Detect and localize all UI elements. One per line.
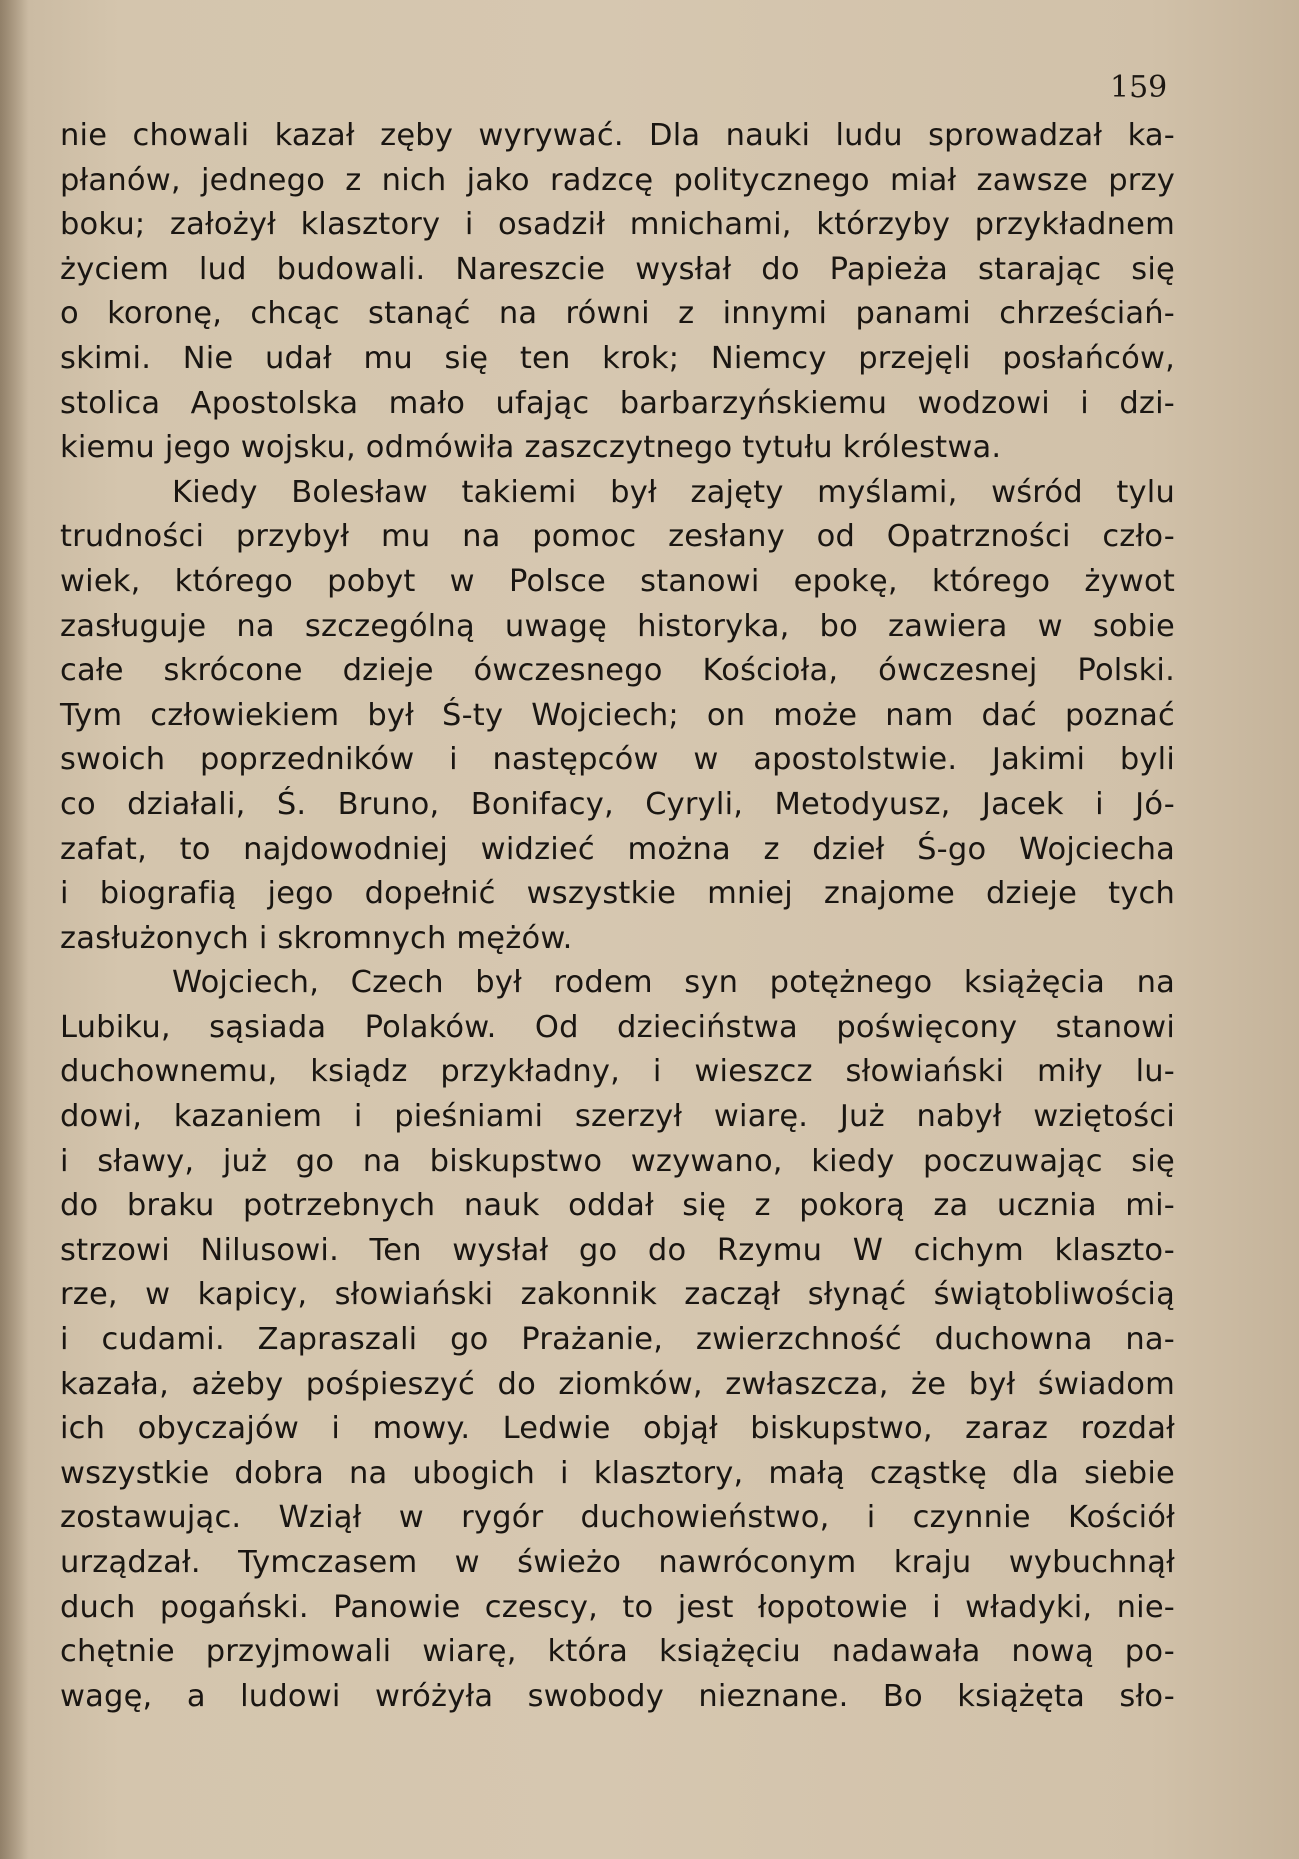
text-line: Lubiku, sąsiada Polaków. Od dzieciństwa poświęcony stanowi xyxy=(60,1009,1175,1045)
text-line: stolica Apostolska mało ufając barbarzyńskiemu wodzowi i dzi- xyxy=(60,385,1175,421)
text-line: Wojciech, Czech był rodem syn potężnego książęcia na xyxy=(172,965,1175,1001)
text-line: urządzał. Tymczasem w świeżo nawróconym kraju wybuchnął xyxy=(60,1545,1175,1580)
body-text xyxy=(60,114,1175,1719)
text-line: dowi, kazaniem i pieśniami szerzył wiarę. Już nabył wziętości xyxy=(60,1099,1175,1135)
text-line: zasługuje na szczególną uwagę historyka, bo zawiera w sobie xyxy=(60,608,1175,644)
text-line: rze, w kapicy, słowiański zakonnik zaczął słynąć świątobliwością xyxy=(60,1277,1175,1313)
text-line: nie chowali kazał zęby wyrywać. Dla nauki ludu sprowadzał ka- xyxy=(60,118,1175,153)
text-line: i sławy, już go na biskupstwo wzywano, kiedy poczuwając się xyxy=(60,1143,1175,1179)
text-line: Tym człowiekiem był Ś-ty Wojciech; on może nam dać poznać xyxy=(60,697,1175,733)
text-line: kazała, ażeby pośpieszyć do ziomków, zwłaszcza, że był świadom xyxy=(60,1366,1175,1402)
text-line: duch pogański. Panowie czescy, to jest łopotowie i władyki, nie- xyxy=(60,1589,1175,1625)
text-line: co działali, Ś. Bruno, Bonifacy, Cyryli, Metodyusz, Jacek i Jó- xyxy=(60,786,1175,822)
binding-gutter-shadow xyxy=(0,0,28,1859)
text-line: ich obyczajów i mowy. Ledwie objął biskupstwo, zaraz rozdał xyxy=(60,1411,1175,1447)
text-line: Kiedy Bolesław takiemi był zajęty myślami, wśród tylu xyxy=(172,474,1175,510)
text-line: strzowi Nilusowi. Ten wysłał go do Rzymu W cichym klaszto- xyxy=(60,1232,1175,1268)
text-line: chętnie przyjmowali wiarę, która książęciu nadawała nową po- xyxy=(60,1634,1175,1670)
text-line: zasłużonych i skromnych mężów. xyxy=(60,920,573,956)
text-line: skimi. Nie udał mu się ten krok; Niemcy przejęli posłańców, xyxy=(60,340,1175,376)
text-line: trudności przybył mu na pomoc zesłany od Opatrzności czło- xyxy=(60,519,1175,555)
text-line: płanów, jednego z nich jako radzcę politycznego miał zawsze przy xyxy=(60,162,1175,198)
text-line: boku; założył klasztory i osadził mnichami, którzyby przykładnem xyxy=(60,207,1175,243)
text-line: duchownemu, ksiądz przykładny, i wieszcz słowiański miły lu- xyxy=(60,1054,1175,1090)
text-line: zostawując. Wziął w rygór duchowieństwo, i czynnie Kościół xyxy=(60,1500,1175,1536)
text-line: kiemu jego wojsku, odmówiła zaszczytnego tytułu królestwa. xyxy=(60,430,1002,466)
text-line: całe skrócone dzieje ówczesnego Kościoła, ówczesnej Polski. xyxy=(60,653,1175,689)
text-line: i biografią jego dopełnić wszystkie mniej znajome dzieje tych xyxy=(60,876,1175,912)
paragraph xyxy=(60,114,1175,471)
paragraph xyxy=(60,471,1175,962)
text-line: do braku potrzebnych nauk oddał się z pokorą za ucznia mi- xyxy=(60,1188,1175,1224)
text-line: życiem lud budowali. Nareszcie wysłał do Papieża starając się xyxy=(60,251,1175,287)
page-number: 159 xyxy=(1110,70,1168,105)
text-line: i cudami. Zapraszali go Prażanie, zwierzchność duchowna na- xyxy=(60,1322,1175,1358)
text-line: wiek, którego pobyt w Polsce stanowi epokę, którego żywot xyxy=(60,563,1175,599)
text-line: swoich poprzedników i następców w apostolstwie. Jakimi byli xyxy=(60,742,1175,778)
text-line: wszystkie dobra na ubogich i klasztory, małą cząstkę dla siebie xyxy=(60,1455,1175,1491)
text-line: wagę, a ludowi wróżyła swobody nieznane. Bo książęta sło- xyxy=(60,1678,1175,1714)
paragraph xyxy=(60,961,1175,1719)
text-line: o koronę, chcąc stanąć na równi z innymi panami chrześciań- xyxy=(60,296,1175,332)
text-line: zafat, to najdowodniej widzieć można z dzieł Ś-go Wojciecha xyxy=(60,831,1175,867)
